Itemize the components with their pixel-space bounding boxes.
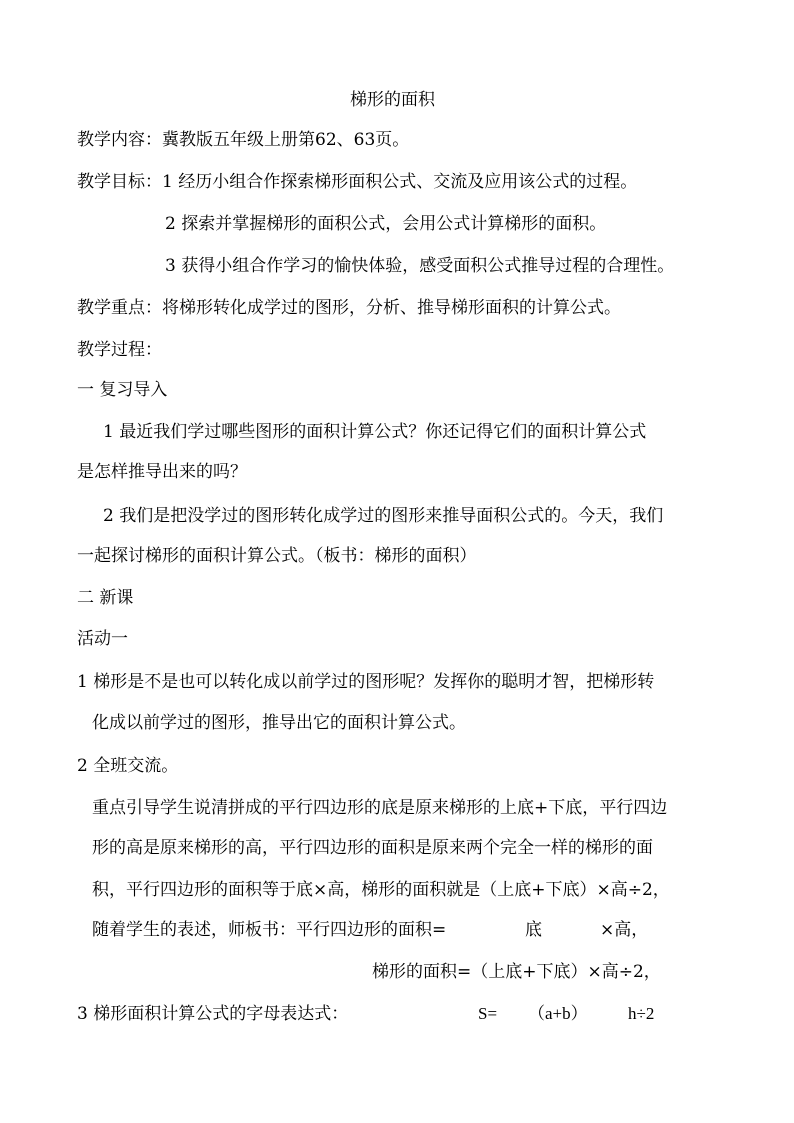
item-2: 2 全班交流。 xyxy=(77,756,179,776)
trapezoid-area-formula: 梯形的面积=（上底+下底）×高÷2， xyxy=(372,962,661,982)
activity-label: 活动一 xyxy=(77,629,128,649)
teaching-content: 教学内容：冀教版五年级上册第62、63页。 xyxy=(77,130,410,150)
review-question-2-line-1: 2 我们是把没学过的图形转化成学过的图形来推导面积公式的。今天，我们 xyxy=(103,506,664,526)
formula-s: S= xyxy=(478,1004,498,1023)
review-question-1-line-1: 1 最近我们学过哪些图形的面积计算公式？你还记得它们的面积计算公式 xyxy=(103,422,647,442)
guidance-line-2: 形的高是原来梯形的高，平行四边形的面积是原来两个完全一样的梯形的面 xyxy=(92,838,653,858)
review-question-1-line-2: 是怎样推导出来的吗？ xyxy=(77,462,247,482)
objective-3: 3 获得小组合作学习的愉快体验，感受面积公式推导过程的合理性。 xyxy=(165,256,675,276)
section-2-heading: 二 新课 xyxy=(77,588,134,608)
board-writing-base: 底 xyxy=(525,920,542,940)
page-title: 梯形的面积 xyxy=(350,90,435,110)
formula-a-plus-b: （a+b） xyxy=(528,1004,588,1023)
section-1-heading: 一 复习导入 xyxy=(77,380,168,400)
item-1-line-1: 1 梯形是不是也可以转化成以前学过的图形呢？发挥你的聪明才智，把梯形转 xyxy=(77,672,655,692)
objective-1: 教学目标：1 经历小组合作探索梯形面积公式、交流及应用该公式的过程。 xyxy=(77,172,638,192)
key-point: 教学重点：将梯形转化成学过的图形，分析、推导梯形面积的计算公式。 xyxy=(77,298,621,318)
guidance-line-1: 重点引导学生说清拼成的平行四边形的底是原来梯形的上底+下底，平行四边 xyxy=(92,798,668,818)
item-3-label: 3 梯形面积计算公式的字母表达式： xyxy=(77,1004,349,1024)
review-question-2-line-2: 一起探讨梯形的面积计算公式。（板书：梯形的面积） xyxy=(77,546,477,566)
process-label: 教学过程： xyxy=(77,340,162,360)
objective-2: 2 探索并掌握梯形的面积公式，会用公式计算梯形的面积。 xyxy=(165,214,607,234)
board-writing-height: ×高， xyxy=(600,920,649,940)
guidance-line-3: 积，平行四边形的面积等于底×高，梯形的面积就是（上底+下底）×高÷2， xyxy=(92,880,670,900)
item-1-line-2: 化成以前学过的图形，推导出它的面积计算公式。 xyxy=(92,713,466,733)
formula-h-div-2: h÷2 xyxy=(628,1004,655,1023)
board-writing-prefix: 随着学生的表述，师板书：平行四边形的面积= xyxy=(92,920,447,940)
